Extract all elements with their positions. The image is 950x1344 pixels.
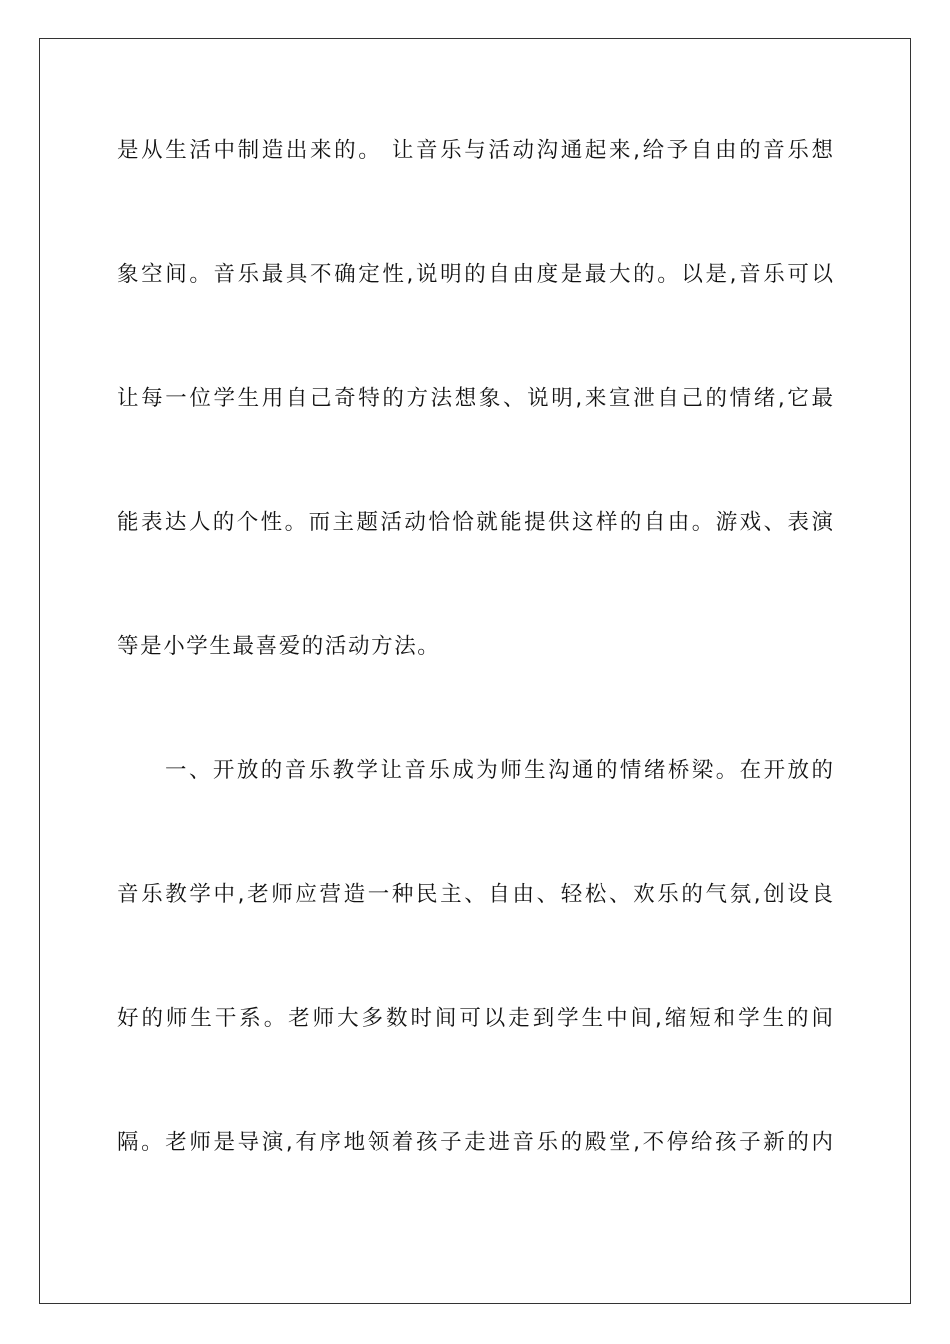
text-line: 能表达人的个性。而主题活动恰恰就能提供这样的自由。游戏、表演 [117,510,833,535]
text-line: 象空间。音乐最具不确定性,说明的自由度是最大的。以是,音乐可以 [117,262,833,287]
page-border [39,38,911,1304]
paragraph-first-line: 一、开放的音乐教学让音乐成为师生沟通的情绪桥梁。在开放的 [165,758,833,783]
text-line: 好的师生干系。老师大多数时间可以走到学生中间,缩短和学生的间 [117,1006,833,1031]
text-line: 让每一位学生用自己奇特的方法想象、说明,来宣泄自己的情绪,它最 [117,386,833,411]
text-line: 是从生活中制造出来的。 让音乐与活动沟通起来,给予自由的音乐想 [117,138,833,163]
text-line: 等是小学生最喜爱的活动方法。 [117,634,441,659]
text-line: 隔。老师是导演,有序地领着孩子走进音乐的殿堂,不停给孩子新的内 [117,1130,833,1155]
text-line: 音乐教学中,老师应营造一种民主、自由、轻松、欢乐的气氛,创设良 [117,882,833,907]
